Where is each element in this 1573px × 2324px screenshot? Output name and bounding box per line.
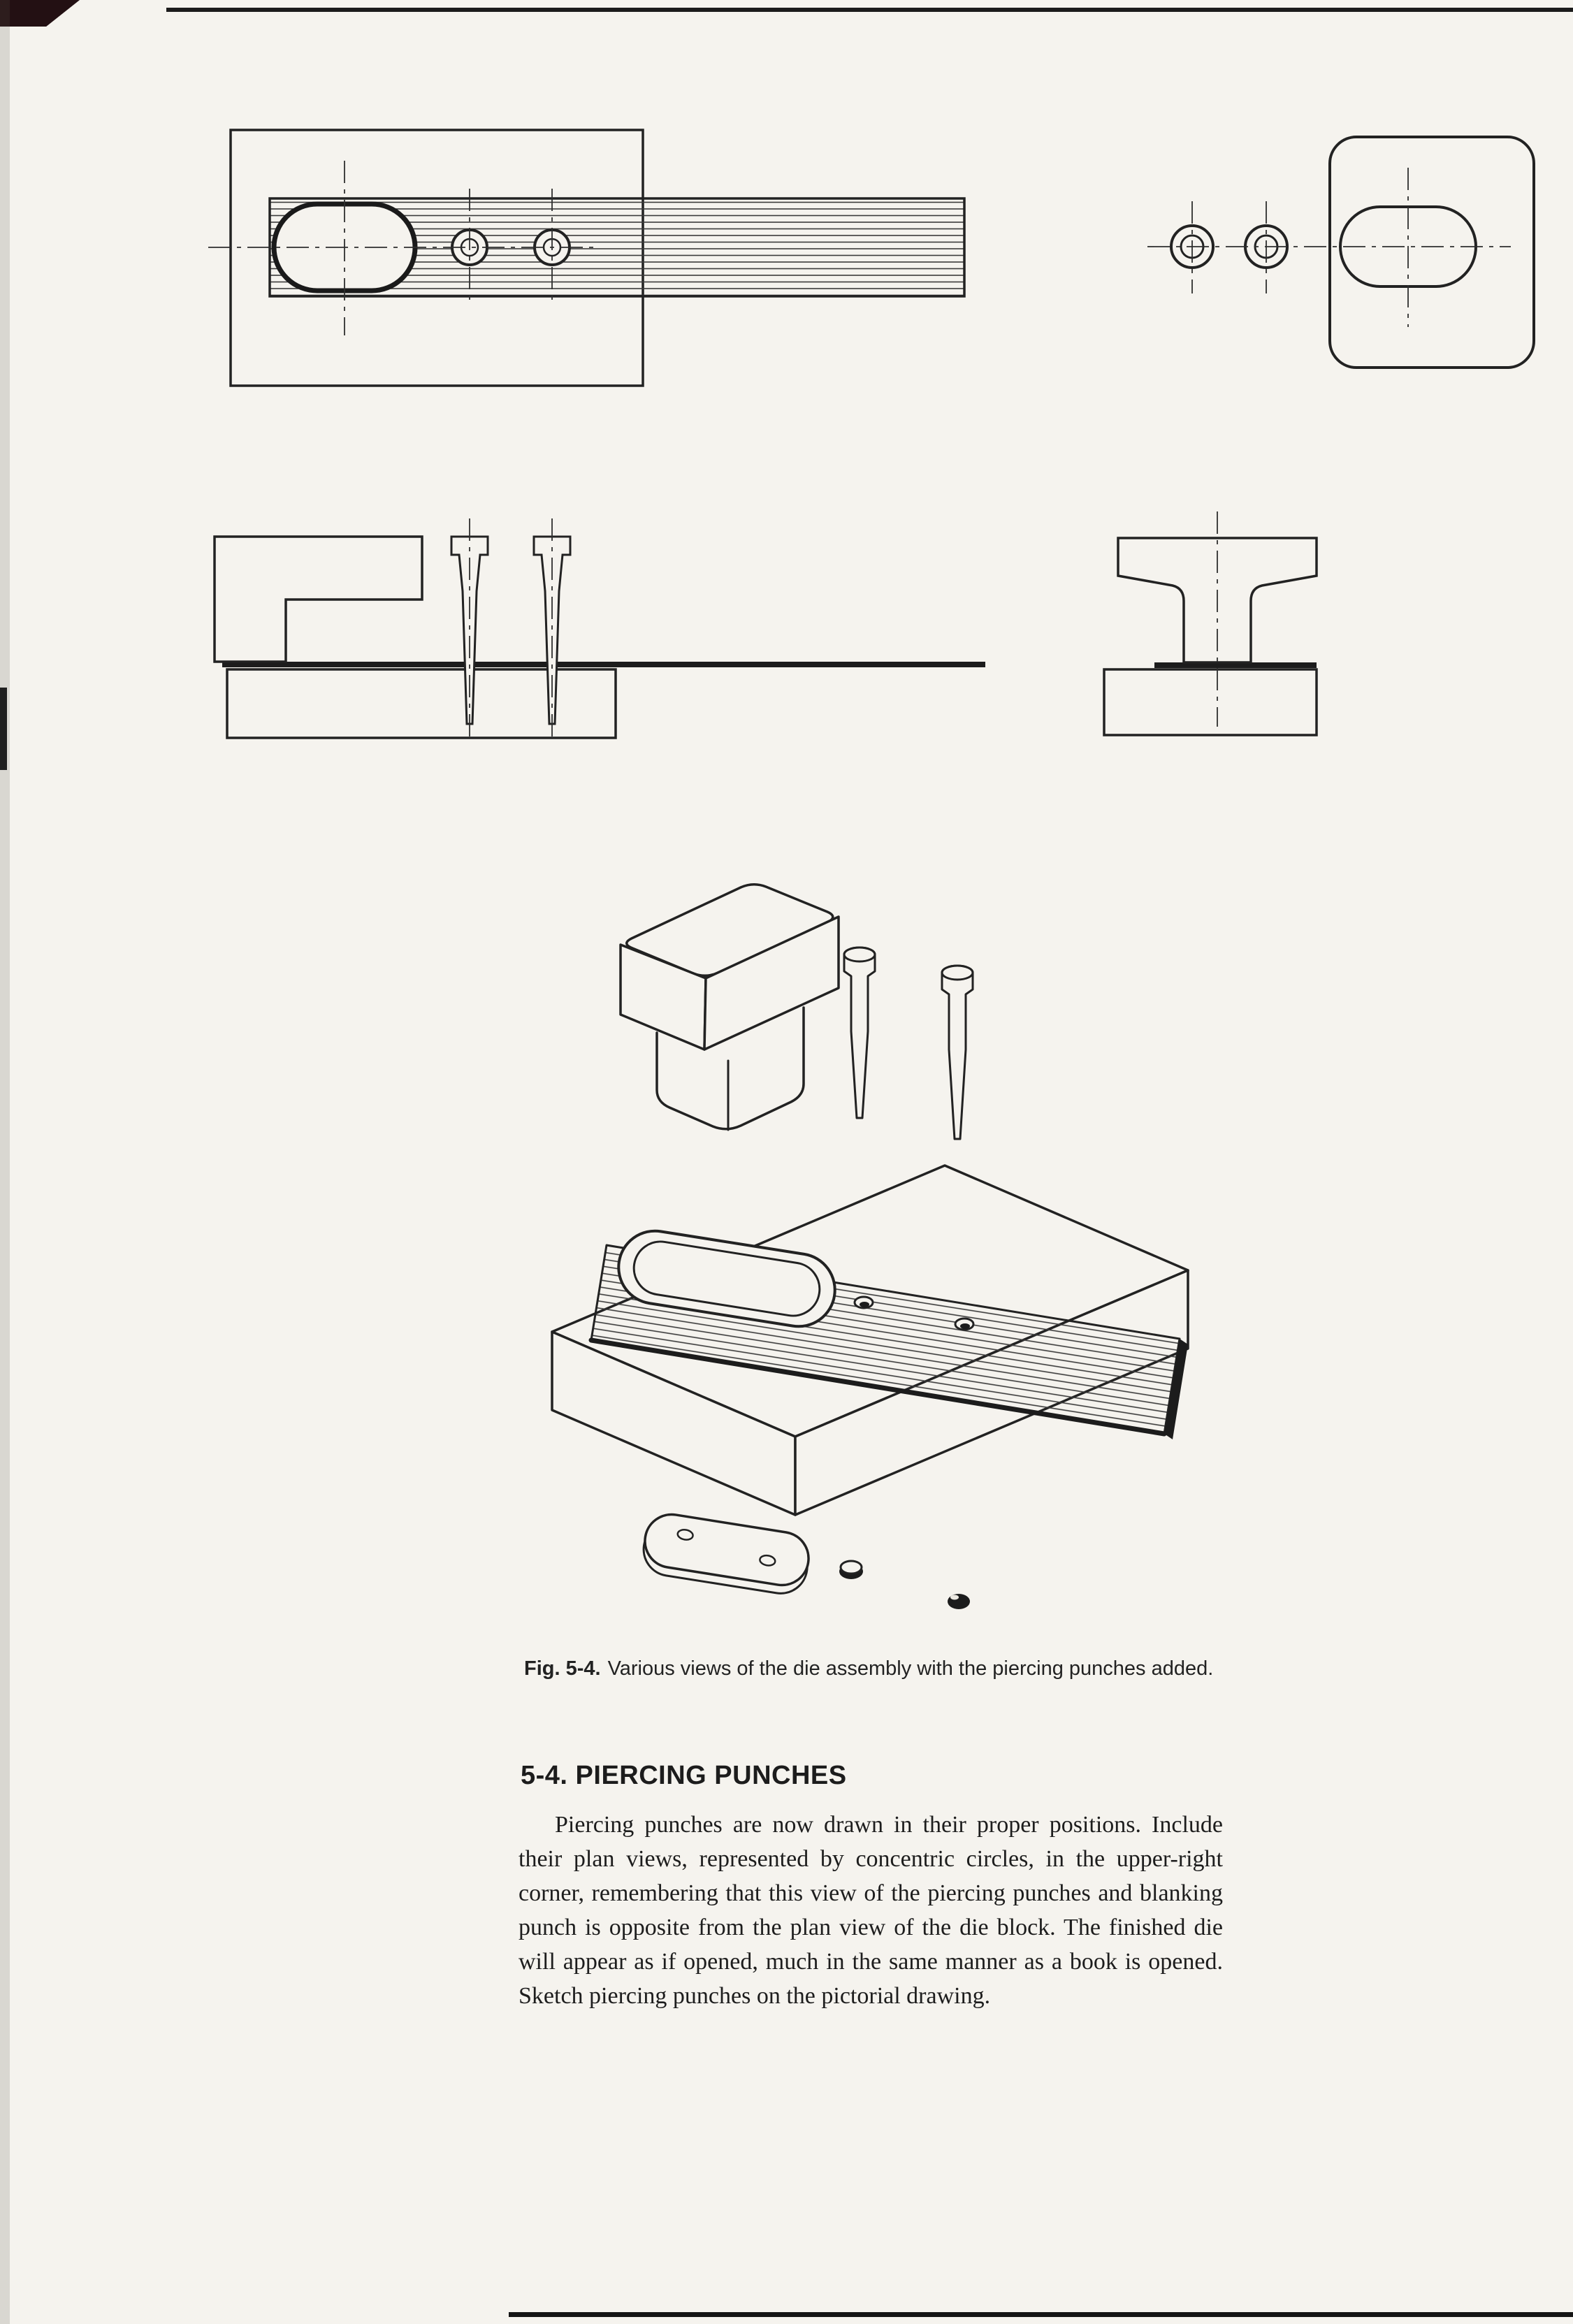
section-paragraph: Piercing punches are now drawn in their proper positions. Include their plan views, represented by concentric circles, in the upper-right corner, remembering that this view of the piercing punches and blanking punch is opposite from the plan view of the die block. The finished die will appear as if opened, much in the same manner as a book is opened. Sketch piercing punches on the pictorial drawing.	[519, 1812, 1223, 2009]
strip-section	[222, 662, 985, 667]
plan-view-die-block	[208, 130, 964, 386]
figure-caption-text: Various views of the die assembly with the piercing punches added.	[607, 1657, 1214, 1680]
figure-caption-label: Fig. 5-4.	[524, 1657, 601, 1680]
section-view-punch-holder-assembly	[1104, 511, 1317, 735]
pictorial-blanked-slugs	[640, 1511, 970, 1609]
pictorial-punch-holder	[621, 885, 839, 1130]
pictorial-piercing-punch-1	[844, 947, 875, 1118]
pictorial-piercing-punch-2	[942, 966, 973, 1139]
scan-artifact-bottom-rule	[509, 2312, 1573, 2317]
pictorial-blank-slug	[640, 1511, 813, 1597]
pictorial-piercing-punches	[844, 947, 973, 1139]
die-block-section	[215, 537, 422, 662]
plan-view-punch-holder	[1147, 137, 1534, 368]
punch-holder-outline	[1330, 137, 1534, 368]
section-view-die-and-punches	[215, 518, 985, 742]
die-shoe-section	[227, 669, 616, 738]
figure-caption	[524, 1655, 1223, 1683]
pictorial-view-die-assembly	[552, 885, 1188, 1609]
die-shoe-side-section	[1104, 669, 1317, 735]
section-heading: 5-4. PIERCING PUNCHES	[521, 1761, 847, 1790]
